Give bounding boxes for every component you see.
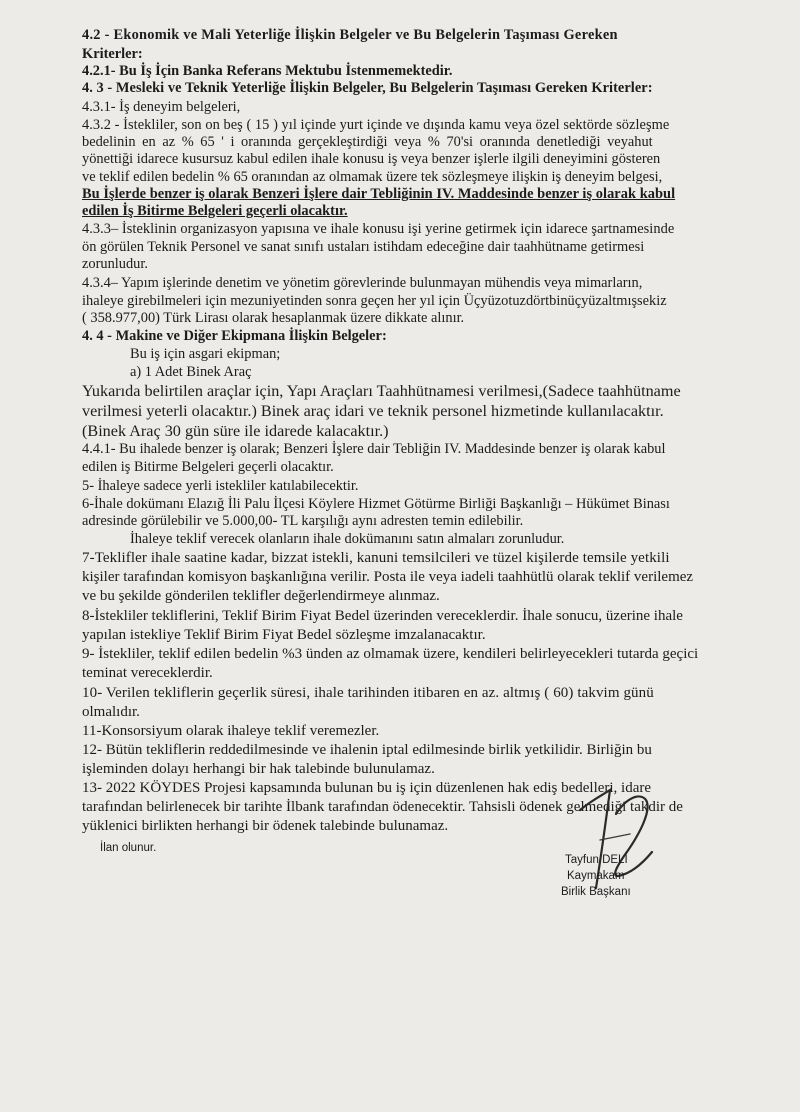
item-10-line1: 10- Verilen tekliflerin geçerlik süresi, ihale tarihinden itibaren en az. altmış ( 60) takvim günü — [82, 685, 654, 701]
signatory-title-kaymakam: Kaymakam — [567, 870, 625, 882]
section-4-3-2-line3: yönettiği idarece kusursuz kabul edilen ihale konusu iş veya benzer işlerle ilgili deneyimini gösteren — [82, 151, 661, 167]
item-7-line2: kişiler tarafından komisyon başkanlığına verilir. Posta ile veya iadeli taahhütlü olarak teklif verilemez — [82, 569, 694, 585]
item-10-line2: olmalıdır. — [82, 704, 140, 720]
section-4-4-1-line1: 4.4.1- Bu ihalede benzer iş olarak; Benzeri İşlere dair Tebliğin IV. Maddesinde benzer iş olarak kabul — [82, 441, 666, 457]
section-4-3-3-line3: zorunludur. — [82, 256, 148, 272]
item-6-line3: İhaleye teklif verecek olanların ihale dokümanını satın almaları zorunludur. — [130, 531, 565, 547]
signatory-name: Tayfun DELİ — [565, 854, 628, 866]
section-4-2-heading: 4.2 - Ekonomik ve Mali Yeterliğe İlişkin Belgeler ve Bu Belgelerin Taşıması Gereken — [82, 27, 618, 43]
item-8-line1: 8-İstekliler tekliflerini, Teklif Birim Fiyat Bedel üzerinden vereceklerdir. İhale sonucu, üzerine ihale — [82, 608, 683, 624]
section-4-4-equipment-intro: Bu iş için asgari ekipman; — [130, 346, 281, 362]
item-7-line1: 7-Teklifler ihale saatine kadar, bizzat istekli, kanuni temsilcileri ve tüzel kişilerde temsile yetkili — [82, 550, 670, 566]
item-13-line1: 13- 2022 KÖYDES Projesi kapsamında bulunan bu iş için düzenlenen hak ediş bedelleri, idare — [82, 780, 652, 796]
section-4-3-2-line2: bedelinin en az % 65 ' i oranında gerçekleştirdiği veya % 70'si oranında denetlediği veyahut — [82, 134, 653, 150]
section-4-3-2-line4: ve teklif edilen bedelin % 65 oranından az olmamak üzere tek sözleşmeye ilişkin iş deneyim belgesi, — [82, 169, 663, 185]
item-11: 11-Konsorsiyum olarak ihaleye teklif veremezler. — [82, 723, 380, 739]
item-9-line2: teminat vereceklerdir. — [82, 665, 213, 681]
section-4-3-4-line2: ihaleye girebilmeleri için mezuniyetinden sonra geçen her yıl için Üçyüzotuzdörtbinüçyüzaltmışsekiz — [82, 293, 667, 309]
section-4-2-1: 4.2.1- Bu İş İçin Banka Referans Mektubu İstenmemektedir. — [82, 63, 453, 79]
section-4-2-heading-cont: Kriterler: — [82, 46, 143, 62]
section-4-3-2-line1: 4.3.2 - İstekliler, son on beş ( 15 ) yıl içinde yurt içinde ve dışında kamu veya özel sektörde sözleşme — [82, 117, 670, 133]
signatory-title-birlik-baskani: Birlik Başkanı — [561, 886, 631, 898]
item-6-line1: 6-İhale dokümanı Elazığ İli Palu İlçesi Köylere Hizmet Götürme Birliği Başkanlığı – Hükümet Binası — [82, 496, 670, 512]
item-9-line1: 9- İstekliler, teklif edilen bedelin %3 ünden az olmamak üzere, kendileri belirleyecekleri tutarda geçici — [82, 646, 699, 662]
announcement-closing: İlan olunur. — [100, 842, 157, 854]
item-12-line2: işleminden dolayı herhangi bir hak talebinde bulunulamaz. — [82, 761, 435, 777]
section-4-4-heading: 4. 4 - Makine ve Diğer Ekipmana İlişkin Belgeler: — [82, 328, 387, 344]
item-7-line3: ve bu şekilde gönderilen teklifler değerlendirmeye alınmaz. — [82, 588, 440, 604]
section-4-3-3-line2: ön görülen Teknik Personel ve sanat sınıfı ustaları istihdam edeceğine dair taahhütname getirmesi — [82, 239, 645, 255]
section-4-3-2-underlined-line1: Bu İşlerde benzer iş olarak Benzeri İşlere dair Tebliğinin IV. Maddesinde benzer iş olarak kabul — [82, 186, 676, 202]
section-4-3-2-underlined-line2: edilen İş Bitirme Belgeleri geçerli olacaktır. — [82, 203, 348, 219]
section-4-4-equipment-item-a: a) 1 Adet Binek Araç — [130, 364, 252, 380]
item-13-line3: yüklenici birlikten herhangi bir ödenek talebinde bulunamaz. — [82, 818, 449, 834]
section-4-3-4-line1: 4.3.4– Yapım işlerinde denetim ve yönetim görevlerinde bulunmayan mühendis veya mimarların, — [82, 275, 643, 291]
vehicle-commitment-line3: (Binek Araç 30 gün süre ile idarede kalacaktır.) — [82, 422, 389, 440]
item-12-line1: 12- Bütün tekliflerin reddedilmesinde ve ihalenin iptal edilmesinde birlik yetkilidir. Birliğin bu — [82, 742, 652, 758]
section-4-3-3-line1: 4.3.3– İsteklinin organizasyon yapısına ve ihale konusu işi yerine getirmek için idarece şartnamesinde — [82, 221, 675, 237]
item-5: 5- İhaleye sadece yerli istekliler katılabilecektir. — [82, 478, 359, 494]
item-6-line2: adresinde görülebilir ve 5.000,00- TL karşılığı aynı adresten temin edilebilir. — [82, 513, 524, 529]
section-4-4-1-line2: edilen iş Bitirme Belgeleri geçerli olacaktır. — [82, 459, 334, 475]
section-4-3-heading: 4. 3 - Mesleki ve Teknik Yeterliğe İlişkin Belgeler, Bu Belgelerin Taşıması Gereken Kriterler: — [82, 80, 653, 96]
section-4-3-4-line3: ( 358.977,00) Türk Lirası olarak hesaplanmak üzere dikkate alınır. — [82, 310, 465, 326]
section-4-3-1: 4.3.1- İş deneyim belgeleri, — [82, 99, 241, 115]
vehicle-commitment-line1: Yukarıda belirtilen araçlar için, Yapı Araçları Taahhütnamesi verilmesi,(Sadece taahhütname — [82, 382, 681, 400]
item-8-line2: yapılan istekliye Teklif Birim Fiyat Bedel sözleşme imzalanacaktır. — [82, 627, 486, 643]
vehicle-commitment-line2: verilmesi yeterli olacaktır.) Binek araç idari ve teknik personel hizmetinde kullanılacaktır. — [82, 402, 664, 420]
item-13-line2: tarafından belirlenecek bir tarihte İlbank tarafından ödenecektir. Tahsisli ödenek gelmediği takdir de — [82, 799, 683, 815]
